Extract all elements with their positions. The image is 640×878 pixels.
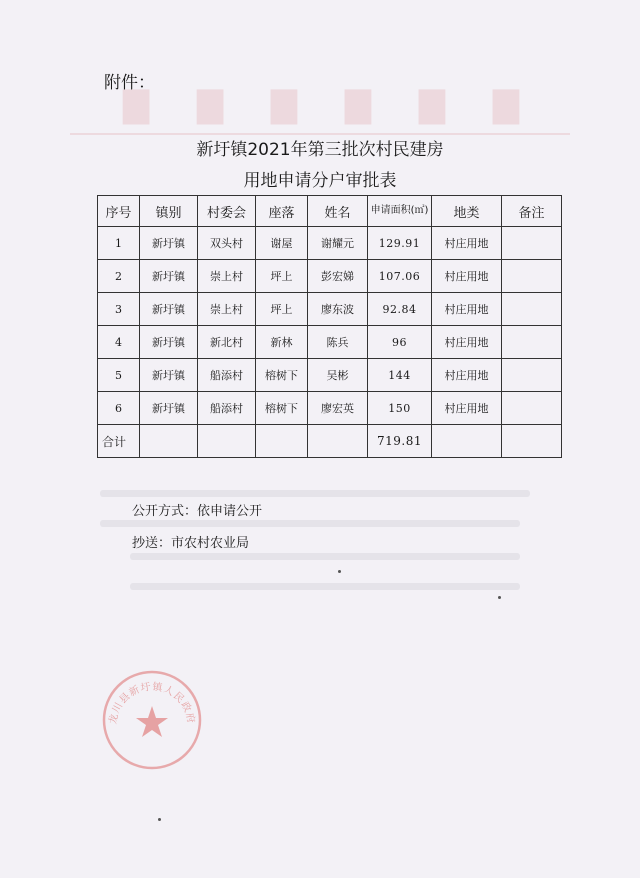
cell-index: 4 [98, 326, 140, 359]
svg-text:龙川县新圩镇人民政府: 龙川县新圩镇人民政府 [107, 681, 197, 726]
bleed-through-header: ▇ ▇ ▇ ▇ ▇ ▇ [122, 85, 538, 125]
cell-town: 新圩镇 [140, 293, 198, 326]
table-total-row [98, 425, 562, 458]
cell-name: 谢耀元 [308, 227, 368, 260]
official-seal-stamp [100, 668, 204, 772]
cell-land-type: 村庄用地 [432, 260, 502, 293]
document-title-line-1: 新圩镇2021年第三批次村民建房 [196, 140, 444, 160]
cell-area: 129.91 [368, 227, 432, 260]
bleed-through-text [100, 490, 530, 497]
cell-village-committee: 船添村 [198, 359, 256, 392]
total-empty-cell [432, 425, 502, 458]
cell-area: 96 [368, 326, 432, 359]
cell-location: 榕树下 [256, 359, 308, 392]
cell-name: 彭宏娣 [308, 260, 368, 293]
header-cell-name: 姓名 [308, 196, 368, 227]
cell-town: 新圩镇 [140, 326, 198, 359]
table-row [98, 392, 562, 425]
scan-speck [158, 818, 161, 821]
cell-land-type: 村庄用地 [432, 227, 502, 260]
cell-name: 廖宏英 [308, 392, 368, 425]
header-cell-land-type: 地类 [432, 196, 502, 227]
table-header-row [98, 196, 562, 227]
scan-speck [338, 570, 341, 573]
cell-location: 谢屋 [256, 227, 308, 260]
carbon-copy-line: 抄送：市农村农业局 [132, 536, 250, 551]
total-empty-cell [140, 425, 198, 458]
table-row [98, 293, 562, 326]
cell-area: 150 [368, 392, 432, 425]
total-empty-cell [502, 425, 562, 458]
total-empty-cell [308, 425, 368, 458]
cell-location: 榕树下 [256, 392, 308, 425]
cell-remarks [502, 227, 562, 260]
bleed-through-text [100, 520, 520, 527]
cell-village-committee: 新北村 [198, 326, 256, 359]
cell-index: 5 [98, 359, 140, 392]
cell-area: 144 [368, 359, 432, 392]
total-area-value: 719.81 [368, 425, 432, 458]
cell-index: 3 [98, 293, 140, 326]
cell-remarks [502, 326, 562, 359]
cell-village-committee: 双头村 [198, 227, 256, 260]
bleed-through-text [130, 583, 520, 590]
cell-remarks [502, 359, 562, 392]
cell-town: 新圩镇 [140, 359, 198, 392]
header-cell-remarks: 备注 [502, 196, 562, 227]
header-cell-area: 申请面积(㎡) [368, 196, 432, 227]
cell-name: 廖东波 [308, 293, 368, 326]
bleed-through-text [130, 553, 520, 560]
header-cell-village-committee: 村委会 [198, 196, 256, 227]
cell-village-committee: 崇上村 [198, 260, 256, 293]
cell-location: 坪上 [256, 260, 308, 293]
cell-area: 92.84 [368, 293, 432, 326]
cell-land-type: 村庄用地 [432, 326, 502, 359]
table-row [98, 359, 562, 392]
header-cell-town: 镇别 [140, 196, 198, 227]
cell-town: 新圩镇 [140, 392, 198, 425]
cell-location: 坪上 [256, 293, 308, 326]
table-row [98, 227, 562, 260]
document-title-line-2: 用地申请分户审批表 [243, 171, 397, 191]
header-cell-location: 座落 [256, 196, 308, 227]
cell-village-committee: 崇上村 [198, 293, 256, 326]
cell-land-type: 村庄用地 [432, 293, 502, 326]
cell-name: 吴彬 [308, 359, 368, 392]
total-empty-cell [198, 425, 256, 458]
cell-town: 新圩镇 [140, 227, 198, 260]
header-cell-index: 序号 [98, 196, 140, 227]
cell-remarks [502, 392, 562, 425]
cell-land-type: 村庄用地 [432, 359, 502, 392]
table-row [98, 326, 562, 359]
total-label: 合计 [98, 425, 140, 458]
table-row [98, 260, 562, 293]
cell-land-type: 村庄用地 [432, 392, 502, 425]
cell-area: 107.06 [368, 260, 432, 293]
cell-village-committee: 船添村 [198, 392, 256, 425]
cell-remarks [502, 260, 562, 293]
disclosure-method: 公开方式：依申请公开 [132, 504, 263, 519]
approval-table [97, 195, 562, 458]
cell-location: 新林 [256, 326, 308, 359]
cell-town: 新圩镇 [140, 260, 198, 293]
attachment-label: 附件： [104, 73, 155, 93]
cell-index: 6 [98, 392, 140, 425]
scan-speck [498, 596, 501, 599]
cell-index: 1 [98, 227, 140, 260]
total-empty-cell [256, 425, 308, 458]
cell-index: 2 [98, 260, 140, 293]
cell-remarks [502, 293, 562, 326]
cell-name: 陈兵 [308, 326, 368, 359]
